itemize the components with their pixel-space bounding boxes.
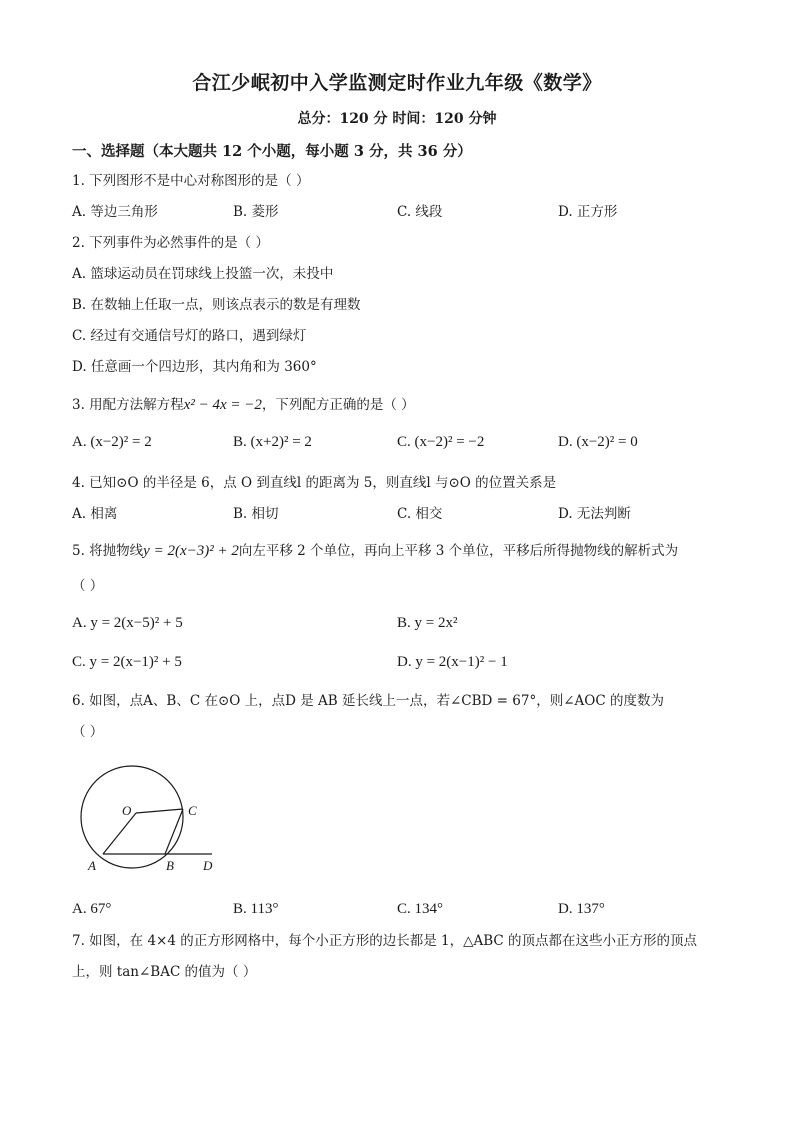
question-6-stem: 6. 如图，点A、B、C 在⊙O 上，点D 是 AB 延长线上一点，若∠CBD = 67°，则∠AOC 的度数为 [72,693,664,709]
question-3-option-c: C. (x−2)² = −2 [397,434,485,450]
question-5-stem-line2: （ ） [72,578,104,594]
question-5-stem-suffix: 向左平移 2 个单位，再向上平移 3 个单位，平移后所得抛物线的解析式为 [238,543,679,559]
question-1-option-c: C. 线段 [397,204,443,220]
question-3-option-b: B. (x+2)² = 2 [233,434,312,450]
question-1-option-d: D. 正方形 [558,204,618,220]
question-4-option-b: B. 相切 [233,506,279,522]
question-4-stem: 4. 已知⊙O 的半径是 6，点 O 到直线l 的距离为 5，则直线l 与⊙O 的位置关系是 [72,475,557,491]
question-7-stem-line2: 上，则 tan∠BAC 的值为（ ） [72,964,257,980]
question-2-option-c: C. 经过有交通信号灯的路口，遇到绿灯 [72,328,307,344]
question-1-option-a: A. 等边三角形 [72,204,158,220]
question-3-stem-suffix: ，下列配方正确的是（ ） [261,397,415,413]
circle-o [81,766,183,868]
question-3-option-d: D. (x−2)² = 0 [558,434,638,450]
question-6-option-a: A. 67° [72,901,112,917]
question-5-stem-prefix: 5. 将抛物线 [72,543,144,559]
question-1-stem: 1. 下列图形不是中心对称图形的是（ ） [72,173,310,189]
question-2-option-d: D. 任意画一个四边形，其内角和为 360° [72,359,317,375]
segment-ao [103,813,136,854]
question-6-option-b: B. 113° [233,901,279,917]
question-7-stem: 7. 如图，在 4×4 的正方形网格中，每个小正方形的边长都是 1，△ABC 的顶点都在这些小正方形的顶点 [72,933,698,949]
question-5-option-a: A. y = 2(x−5)² + 5 [72,615,183,631]
question-6-stem-line2: （ ） [72,724,104,740]
circle-geometry-figure [76,765,226,880]
question-3-stem-prefix: 3. 用配方法解方程 [72,397,184,413]
question-1-option-b: B. 菱形 [233,204,279,220]
page-title: 合江少岷初中入学监测定时作业九年级《数学》 [192,72,602,94]
question-3-stem [72,395,415,415]
question-3-equation: x² − 4x = −2 [183,397,262,413]
question-2-stem: 2. 下列事件为必然事件的是（ ） [72,235,269,251]
question-5-option-d: D. y = 2(x−1)² − 1 [397,654,508,670]
question-5-stem [72,541,678,561]
point-label-o: O [122,803,132,818]
question-6-option-c: C. 134° [397,901,444,917]
question-5-option-b: B. y = 2x² [397,615,458,631]
question-2-option-b: B. 在数轴上任取一点，则该点表示的数是有理数 [72,297,361,313]
point-label-d: D [203,858,213,873]
question-5-equation: y = 2(x−3)² + 2 [143,543,239,559]
question-5-option-c: C. y = 2(x−1)² + 5 [72,654,182,670]
point-label-b: B [166,858,174,873]
point-label-a: A [88,858,96,873]
question-3-option-a: A. (x−2)² = 2 [72,434,152,450]
section-heading: 一、选择题（本大题共 12 个小题，每小题 3 分，共 36 分） [72,143,472,160]
question-4-option-a: A. 相离 [72,506,118,522]
question-4-option-c: C. 相交 [397,506,443,522]
point-label-c: C [188,803,197,818]
question-4-option-d: D. 无法判断 [558,506,631,522]
question-6-option-d: D. 137° [558,901,605,917]
question-2-option-a: A. 篮球运动员在罚球线上投篮一次，未投中 [72,266,334,282]
segment-oc [136,809,183,813]
page-subtitle: 总分：120 分 时间：120 分钟 [297,111,497,127]
